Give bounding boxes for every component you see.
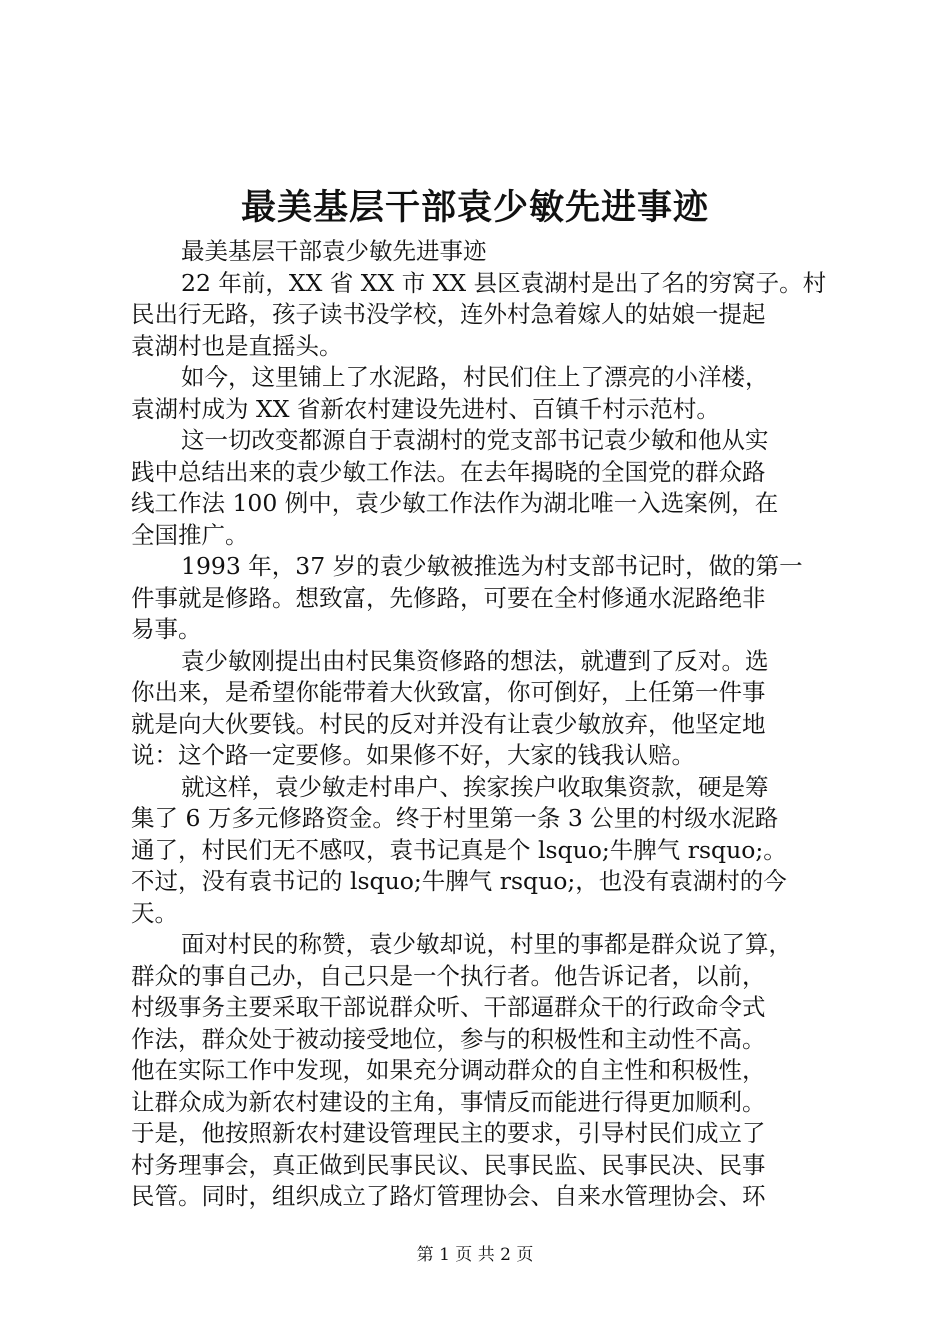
text-line: 全国推广。 — [131, 520, 249, 549]
text-line: 村级事务主要采取干部说群众听、干部逼群众干的行政命令式 — [131, 993, 766, 1021]
text-line: 你出来，是希望你能带着大伙致富，你可倒好，上任第一件事 — [131, 678, 766, 706]
text-line: 面对村民的称赞，袁少敏却说，村里的事都是群众说了算， — [181, 930, 792, 958]
text-line: 民管。同时，组织成立了路灯管理协会、自来水管理协会、环 — [131, 1182, 766, 1210]
text-line: 他在实际工作中发现，如果充分调动群众的自主性和积极性， — [131, 1056, 766, 1084]
page-number-footer: 第 1 页 共 2 页 — [416, 1245, 534, 1265]
text-line: 件事就是修路。想致富，先修路，可要在全村修通水泥路绝非 — [131, 583, 766, 612]
paragraph-8 — [131, 929, 831, 1213]
text-line: 就是向大伙要钱。村民的反对并没有让袁少敏放弃，他坚定地 — [131, 709, 766, 738]
text-line: 如今，这里铺上了水泥路，村民们住上了漂亮的小洋楼， — [181, 363, 769, 391]
paragraph-4 — [131, 425, 831, 551]
text-line: 天。 — [131, 898, 178, 927]
paragraph-3 — [131, 362, 831, 425]
document-title: 最美基层干部袁少敏先进事迹 — [240, 187, 709, 228]
paragraph-7 — [131, 772, 831, 930]
text-line: 于是，他按照新农村建设管理民主的要求，引导村民们成立了 — [131, 1119, 766, 1147]
paragraph-1 — [131, 236, 831, 268]
paragraph-5 — [131, 551, 831, 646]
text-line: 易事。 — [131, 615, 202, 643]
text-line: 不过，没有袁书记的 lsquo;牛脾气 rsquo;，也没有袁湖村的今 — [131, 867, 787, 895]
text-line: 让群众成为新农村建设的主角，事情反而能进行得更加顺利。 — [131, 1087, 766, 1116]
paragraph-2 — [131, 268, 831, 363]
text-line: 作法，群众处于被动接受地位，参与的积极性和主动性不高。 — [131, 1024, 766, 1053]
text-line: 这一切改变都源自于袁湖村的党支部书记袁少敏和他从实 — [181, 426, 769, 454]
text-line: 袁少敏刚提出由村民集资修路的想法，就遭到了反对。选 — [181, 646, 769, 675]
text-line: 袁湖村也是直摇头。 — [131, 331, 343, 360]
text-line: 说：这个路一定要修。如果修不好，大家的钱我认赔。 — [131, 741, 695, 769]
text-line: 集了 6 万多元修路资金。终于村里第一条 3 公里的村级水泥路 — [131, 804, 779, 832]
text-line: 践中总结出来的袁少敏工作法。在去年揭晓的全国党的群众路 — [131, 457, 766, 486]
text-line: 民出行无路，孩子读书没学校，连外村急着嫁人的姑娘一提起 — [131, 300, 766, 328]
text-line: 袁湖村成为 XX 省新农村建设先进村、百镇千村示范村。 — [131, 394, 720, 423]
text-line: 线工作法 100 例中，袁少敏工作法作为湖北唯一入选案例，在 — [131, 489, 779, 517]
text-line: 群众的事自己办，自己只是一个执行者。他告诉记者，以前， — [131, 961, 766, 990]
text-line: 1993 年，37 岁的袁少敏被推选为村支部书记时，做的第一 — [181, 552, 803, 580]
paragraph-6 — [131, 646, 831, 772]
text-line: 通了，村民们无不感叹，袁书记真是个 lsquo;牛脾气 rsquo;。 — [131, 835, 787, 864]
text-line: 22 年前，XX 省 XX 市 XX 县区袁湖村是出了名的穷窝子。村 — [181, 268, 827, 297]
document-body — [131, 236, 831, 1213]
text-line: 就这样，袁少敏走村串户、挨家挨户收取集资款，硬是筹 — [181, 772, 769, 801]
text-line: 最美基层干部袁少敏先进事迹 — [181, 237, 487, 265]
text-line: 村务理事会，真正做到民事民议、民事民监、民事民决、民事 — [131, 1150, 766, 1179]
